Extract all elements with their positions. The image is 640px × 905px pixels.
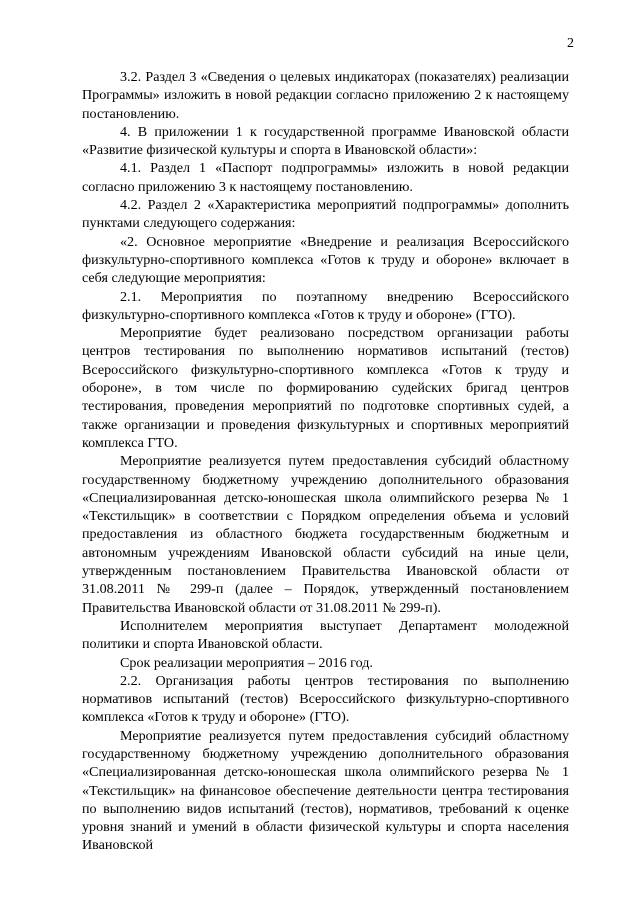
paragraph-3-2: 3.2. Раздел 3 «Сведения о целевых индикаторах (показателях) реализации Программы» изложить в новой редакции согласно приложению 2 к настоящему постановлению. xyxy=(82,69,569,122)
paragraph-term: Срок реализации мероприятия – 2016 год. xyxy=(120,654,373,671)
paragraph-2-1: 2.1. Мероприятия по поэтапному внедрению Всероссийского физкультурно-спортивного комплекса «Готов к труду и обороне» (ГТО). xyxy=(82,288,569,323)
document-body xyxy=(82,68,569,855)
page-number: 2 xyxy=(567,36,574,51)
paragraph-4-1: 4.1. Раздел 1 «Паспорт подпрограммы» изложить в новой редакции согласно приложению 3 к настоящему постановлению. xyxy=(82,160,569,195)
paragraph-main-activity-2: «2. Основное мероприятие «Внедрение и реализация Всероссийского физкультурно-спортивного комплекса «Готов к труду и обороне» включает в себя следующие мероприятия: xyxy=(82,233,569,287)
paragraph-executor: Исполнителем мероприятия выступает Департамент молодежной политики и спорта Ивановской области. xyxy=(82,617,569,653)
paragraph-subsidy-procedure: Мероприятие реализуется путем предоставления субсидий областному государственному бюджетному учреждению дополнительного образования «Специализированная детско-юношеская школа олимпийского резерва № 1 «Текстильщик» в соответствии с Порядком определения объема и условий предоставления из областного бюджета государственным бюджетным и автономным учреждениям Ивановской области субсидий на иные цели, утвержденным постановлением Правительства Ивановской области от 31.08.2011 № 299-п (далее – Порядок, утвержденный постановлением Правительства Ивановской области от 31.08.2011 № 299-п). xyxy=(82,453,569,616)
paragraph-4: 4. В приложении 1 к государственной программе Ивановской области «Развитие физической культуры и спорта в Ивановской области»: xyxy=(82,123,569,159)
paragraph-subsidy-testing-center: Мероприятие реализуется путем предоставления субсидий областному государственному бюджетному учреждению дополнительного образования «Специализированная детско-юношеская школа олимпийского резерва № 1 «Текстильщик» на финансовое обеспечение деятельности центра тестирования по выполнению видов испытаний (тестов), нормативов, требований к оценке уровня знаний и умений в области физической культуры и спорта населения Ивановской xyxy=(82,727,569,854)
paragraph-activity-description: Мероприятие будет реализовано посредством организации работы центров тестирования по выполнению нормативов испытаний (тестов) Всероссийского физкультурно-спортивного комплекса «Готов к труду и обороне», в том числе по формированию судейских бригад центров тестирования, проведения мероприятий по подготовке спортивных судей, а также организации и проведения физкультурных и спортивных мероприятий комплекса ГТО. xyxy=(82,325,569,451)
paragraph-2-2: 2.2. Организация работы центров тестирования по выполнению нормативов испытаний (тестов) Всероссийского физкультурно-спортивного комплекса «Готов к труду и обороне» (ГТО). xyxy=(82,672,569,726)
paragraph-4-2: 4.2. Раздел 2 «Характеристика мероприятий подпрограммы» дополнить пунктами следующего содержания: xyxy=(82,197,569,232)
